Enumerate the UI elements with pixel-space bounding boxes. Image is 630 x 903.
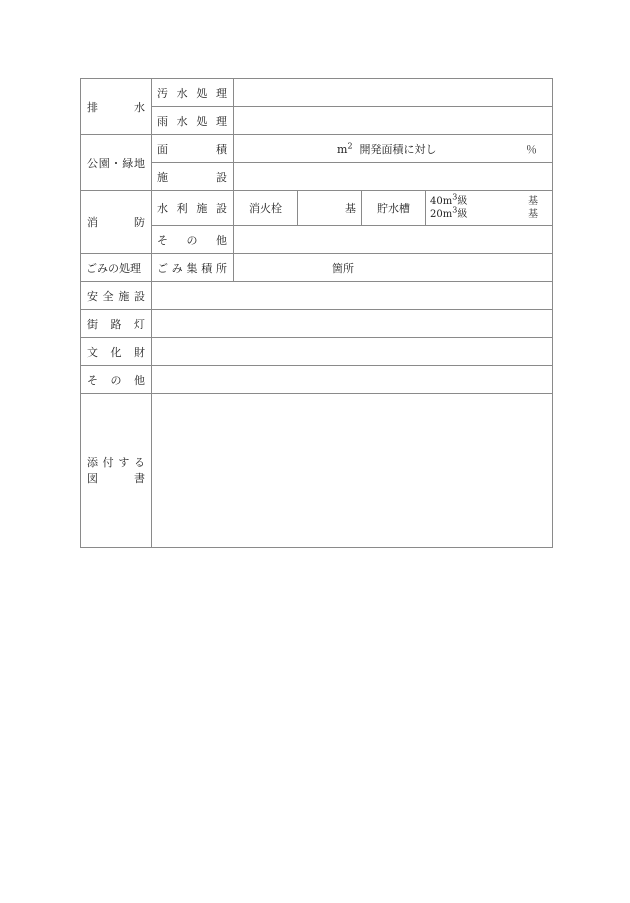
attachments-label-line2: 図 書 — [87, 471, 145, 485]
area-ratio-text: 開発面積に対し — [359, 142, 437, 156]
attachments-label — [81, 394, 152, 548]
cultural-row — [81, 338, 553, 366]
streetlight-label: 街路灯 — [81, 310, 152, 338]
area-value-field[interactable] — [234, 135, 553, 163]
rain-value-field[interactable] — [234, 107, 553, 135]
streetlight-row — [81, 310, 553, 338]
cultural-value-field[interactable] — [152, 338, 553, 366]
other-label: その他 — [81, 366, 152, 394]
parks-row-area — [81, 135, 553, 163]
tank-count-field[interactable] — [426, 191, 553, 226]
facility-value-field[interactable] — [234, 163, 553, 191]
sewage-label: 汚水処理 — [152, 79, 234, 107]
hydrant-count-field[interactable] — [298, 191, 362, 226]
drainage-row-rain — [81, 107, 553, 135]
tank-40-prefix: 40m — [430, 196, 453, 207]
tank-20-suffix: 級 — [457, 209, 468, 220]
tank-40-line — [430, 192, 538, 208]
tank-40-sup: 3 — [452, 192, 458, 202]
drainage-row-sewage — [81, 79, 553, 107]
tank-40-suffix: 級 — [457, 196, 468, 207]
fire-row-other — [81, 226, 553, 254]
area-unit-sup: 2 — [347, 140, 353, 150]
safety-row — [81, 282, 553, 310]
garbage-row — [81, 254, 553, 282]
area-percent: ％ — [526, 142, 537, 156]
parks-category-label: 公園・緑地 — [81, 135, 152, 191]
other-row — [81, 366, 553, 394]
facility-label: 施 設 — [152, 163, 234, 191]
parks-row-facility — [81, 163, 553, 191]
tank-40-unit: 基 — [528, 196, 538, 207]
collection-value-field[interactable] — [234, 254, 553, 282]
drainage-category-label: 排 水 — [81, 79, 152, 135]
sewage-value-field[interactable] — [234, 79, 553, 107]
tank-20-prefix: 20m — [430, 209, 453, 220]
attachments-row — [81, 394, 553, 548]
attachments-value-field[interactable] — [152, 394, 553, 548]
tank-label: 貯水槽 — [362, 191, 426, 226]
hydrant-unit: 基 — [345, 202, 356, 215]
streetlight-value-field[interactable] — [152, 310, 553, 338]
fire-row-water — [81, 191, 553, 226]
fire-other-label: その他 — [152, 226, 234, 254]
area-label: 面 積 — [152, 135, 234, 163]
tank-20-sup: 3 — [452, 205, 458, 215]
garbage-category-label: ごみの処理 — [81, 254, 152, 282]
facility-form-table — [80, 78, 553, 548]
collection-unit: 箇所 — [332, 261, 354, 275]
collection-label: ごみ集積所 — [152, 254, 234, 282]
cultural-label: 文化財 — [81, 338, 152, 366]
fire-category-label: 消 防 — [81, 191, 152, 254]
tank-20-line — [430, 205, 538, 221]
rain-label: 雨水処理 — [152, 107, 234, 135]
fire-other-value-field[interactable] — [234, 226, 553, 254]
other-value-field[interactable] — [152, 366, 553, 394]
safety-value-field[interactable] — [152, 282, 553, 310]
hydrant-label: 消火栓 — [234, 191, 298, 226]
tank-20-unit: 基 — [528, 209, 538, 220]
area-unit-and-ratio — [337, 141, 437, 157]
area-unit: m — [337, 142, 348, 156]
attachments-label-line1: 添付する — [87, 455, 145, 469]
water-facility-label: 水利施設 — [152, 191, 234, 226]
safety-label: 安全施設 — [81, 282, 152, 310]
